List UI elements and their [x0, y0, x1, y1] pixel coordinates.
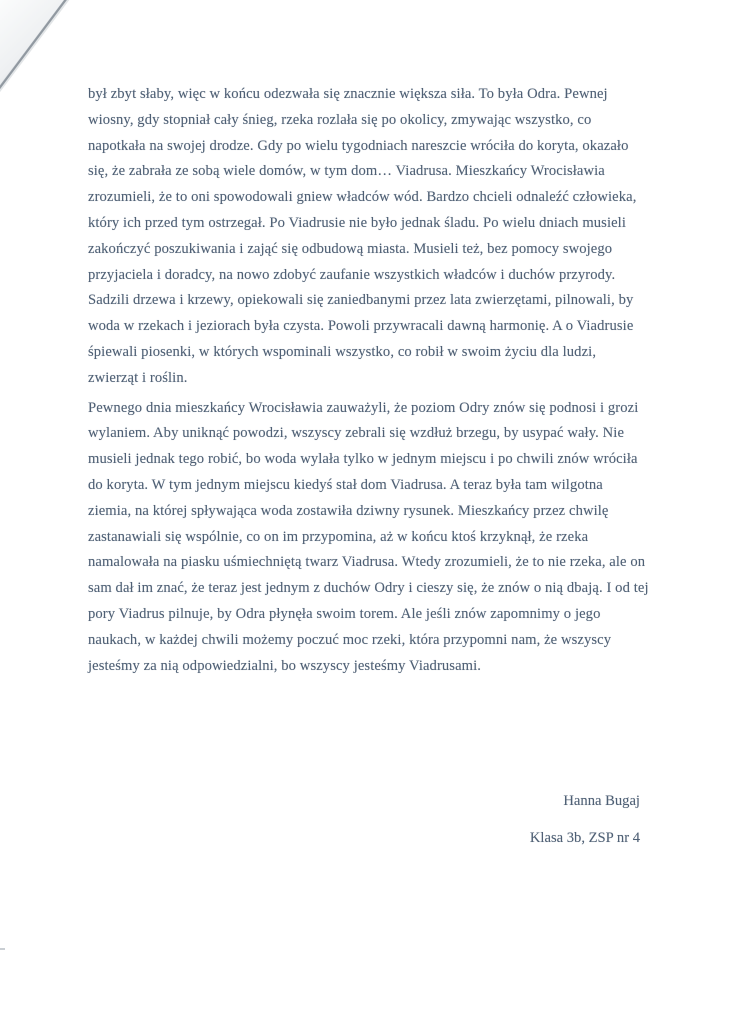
signature-author: Hanna Bugaj — [563, 793, 640, 810]
text-line: zastanawiali się wspólnie, co on im przypomina, aż w końcu ktoś krzyknął, że rzeka — [88, 528, 589, 545]
signature-block — [88, 783, 716, 857]
text-line: wiosny, gdy stopniał cały śnieg, rzeka rozlała się po okolicy, zmywając wszystko, co — [88, 111, 592, 128]
text-line: namalowała na piasku uśmiechniętą twarz Viadrusa. Wtedy zrozumieli, że to nie rzeka, ale on — [88, 554, 646, 571]
text-line: śpiewali piosenki, w których wspominali wszystko, co robił w swoim życiu dla ludzi, — [88, 343, 597, 360]
text-line: wylaniem. Aby uniknąć powodzi, wszyscy zebrali się wzdłuż brzegu, by usypać wały. Nie — [88, 425, 625, 442]
paragraph-1 — [88, 82, 716, 392]
text-line: musieli jednak tego robić, bo woda wylała tylko w jednym miejscu i po chwili znów wróciła — [88, 451, 638, 468]
text-line: ziemia, na której spływająca woda zostawiła dziwny rysunek. Mieszkańcy przez chwilę — [88, 502, 609, 519]
text-line: naukach, w każdej chwili możemy poczuć moc rzeki, która przypomni nam, że wszyscy — [88, 631, 612, 648]
signature-class: Klasa 3b, ZSP nr 4 — [529, 830, 640, 847]
text-line: Sadzili drzewa i krzewy, opiekowali się zaniedbanymi przez lata zwierzętami, pilnowali, by — [88, 292, 634, 309]
text-line: pory Viadrus pilnuje, by Odra płynęła swoim torem. Ale jeśli znów zapomnimy o jego — [88, 605, 601, 622]
document-body — [88, 82, 716, 857]
text-line: który ich przed tym ostrzegał. Po Viadrusie nie było jednak śladu. Po wielu dniach musieli — [88, 214, 626, 231]
text-line: był zbyt słaby, więc w końcu odezwała się znacznie większa siła. To była Odra. Pewnej — [88, 86, 608, 102]
text-line: woda w rzekach i jeziorach była czysta. Powoli przywracali dawną harmonię. A o Viadrusie — [88, 318, 634, 335]
scan-speck-artifact — [0, 948, 5, 950]
text-line: napotkała na swojej drodze. Gdy po wielu tygodniach nareszcie wróciła do koryta, okazało — [88, 137, 629, 154]
text-line: Pewnego dnia mieszkańcy Wrocisławia zauważyli, że poziom Odry znów się podnosi i grozi — [88, 399, 639, 416]
text-line: zwierząt i roślin. — [88, 369, 188, 386]
text-line: jesteśmy za nią odpowiedzialni, bo wszyscy jesteśmy Viadrusami. — [88, 657, 482, 674]
text-line: zrozumieli, że to oni spowodowali gniew władców wód. Bardzo chcieli odnaleźć człowieka, — [88, 189, 637, 206]
text-line: zakończyć poszukiwania i zająć się odbudową miasta. Musieli też, bez pomocy swojego — [88, 240, 613, 257]
paragraph-2 — [88, 396, 716, 680]
text-line: przyjaciela i doradcy, na nowo zdobyć zaufanie wszystkich władców i duchów przyrody. — [88, 266, 616, 283]
text-line: sam dał im znać, że teraz jest jednym z duchów Odry i cieszy się, że znów o nią dbają. I od tej — [88, 580, 649, 597]
text-line: się, że zabrała ze sobą wiele domów, w tym dom… Viadrusa. Mieszkańcy Wrocisławia — [88, 163, 605, 180]
text-line: do koryta. W tym jednym miejscu kiedyś stał dom Viadrusa. A teraz była tam wilgotna — [88, 476, 603, 493]
